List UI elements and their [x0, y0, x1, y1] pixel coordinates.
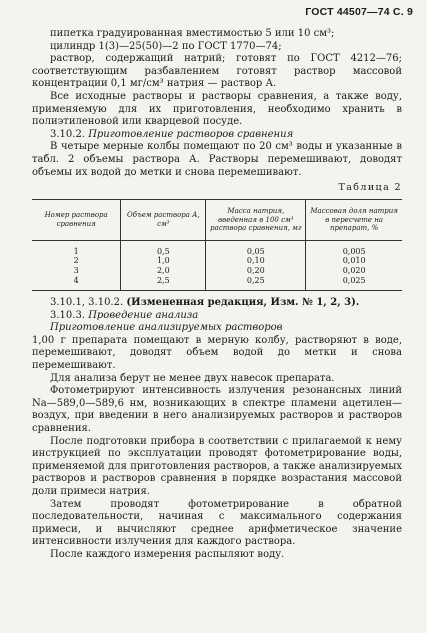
table-2	[32, 199, 402, 291]
analysis-paragraph-2: Для анализа берут не менее двух навесок препарата.	[50, 372, 335, 384]
subsection-title: Приготовление анализируемых растворов	[50, 322, 283, 334]
table-cell: 2,5	[121, 276, 206, 291]
table-cell: 0,10	[206, 256, 306, 266]
table-cell: 2,0	[121, 266, 206, 276]
section-3-10-3-heading	[50, 310, 402, 323]
table-cell: 0,010	[342, 256, 366, 266]
table-row	[32, 256, 402, 266]
table-row	[32, 276, 402, 291]
analysis-paragraph-1: 1,00 г препарата помещают в мерную колбу, растворяют в воде, перемешивают, доводят объем водой до метки и снова перемешивают.	[32, 334, 402, 372]
item-sodium-solution: раствор, содержащий натрий; готовят по ГОСТ 4212—76; соответствующим разбавлением готовят раствор массовой концентрации 0,1 мг/см³ натрия — раствор А.	[32, 53, 402, 90]
table-cell: 0,05	[206, 240, 306, 256]
table-cell: 0,25	[206, 276, 306, 291]
page-header: ГОСТ 44507—74 С. 9	[305, 6, 413, 18]
analysis-paragraph-3: Фотометрируют интенсивность излучения резонансных линий Na—589,0—589,6 нм, возникающих в спектре пламени ацетилен—воздух, при введении в него анализируемых растворов и растворов сравнения.	[32, 385, 402, 435]
table-cell: 1,0	[121, 256, 206, 266]
analysis-paragraph-6: После каждого измерения распыляют воду.	[50, 548, 285, 560]
table-cell: 0,020	[342, 265, 366, 275]
header-mass-fraction: Массовая доля натрия в пересчете на препарат, %	[306, 199, 402, 240]
table-caption: Таблица 2	[338, 182, 402, 194]
section-title: Приготовление растворов сравнения	[88, 128, 294, 140]
table-row	[32, 266, 402, 276]
header-mass: Масса натрия, введенная в 100 см³ раствора сравнения, мг	[206, 199, 306, 240]
section-number: 3.10.3.	[50, 309, 85, 321]
section-3-10-2-heading	[50, 129, 402, 142]
table-cell: 0,5	[121, 240, 206, 256]
amendment-note	[50, 297, 402, 310]
table-cell: 0,20	[206, 266, 306, 276]
amendment-text: (Измененная редакция, Изм. № 1, 2, 3).	[126, 297, 360, 309]
section-title: Проведение анализа	[88, 309, 199, 321]
storage-paragraph: Все исходные растворы и растворы сравнения, а также воду, применяемую для их приготовления, необходимо хранить в полиэтиленовой или кварцевой посуде.	[32, 90, 402, 128]
amendment-ref: 3.10.1, 3.10.2.	[50, 297, 124, 309]
table-cell: 2	[32, 256, 121, 266]
table-cell: 0,025	[306, 276, 402, 291]
item-pipette: пипетка градуированная вместимостью 5 или 10 см³;	[50, 28, 335, 39]
table-header-row	[32, 199, 402, 240]
table-cell: 3	[32, 266, 121, 276]
analysis-paragraph-4: После подготовки прибора в соответствии с прилагаемой к нему инструкцией по эксплуатации проводят фотометрирование воды, применяемой для приготовления растворов, а также анализируемых растворов и растворов сравнения в порядке возрастания массовой доли примеси натрия.	[32, 435, 402, 497]
table-row	[32, 240, 402, 256]
header-solution-number: Номер раствора сравнения	[32, 199, 121, 240]
table-cell: 1	[32, 240, 121, 256]
item-cylinder: цилиндр 1(3)—25(50)—2 по ГОСТ 1770—74;	[50, 40, 282, 52]
section-3-10-2-body: В четыре мерные колбы помещают по 20 см³ воды и указанные в табл. 2 объемы раствора А. Растворы перемешивают, доводят объемы их водой до метки и снова перемешивают.	[32, 141, 402, 178]
analysis-paragraph-5: Затем проводят фотометрирование в обратной последовательности, начиная с максимального содержания примеси, и вычисляют среднее арифметическое значение интенсивности излучения для каждого раствора.	[32, 498, 402, 548]
table-cell: 4	[32, 276, 121, 291]
document-body	[32, 28, 402, 562]
table-cell: 0,005	[342, 246, 366, 256]
header-volume: Объем раствора А, см³	[121, 199, 206, 240]
section-number: 3.10.2.	[50, 128, 85, 140]
